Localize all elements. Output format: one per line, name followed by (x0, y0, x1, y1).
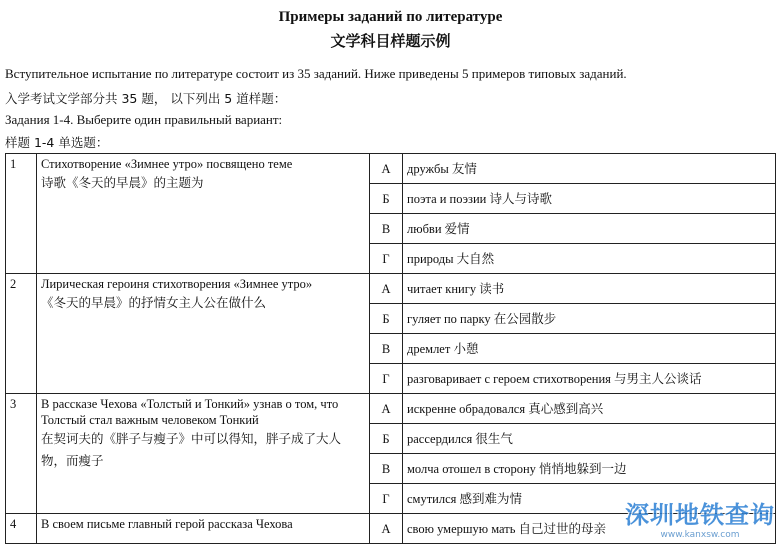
option-text: свою умершую мать 自己过世的母亲 (403, 514, 776, 544)
instruction-line-cn: 样题 1-4 单选题： (5, 135, 109, 150)
option-letter: А (370, 514, 403, 544)
question-text-cn: 在契诃夫的《胖子与瘦子》中可以得知，胖子成了大人物，而瘦子 (41, 431, 342, 468)
option-text: молча отошел в сторону 悄悄地躲到一边 (403, 454, 776, 484)
intro-line-cn: 入学考试文学部分共 35 题， 以下列出 5 道样题： (5, 91, 287, 106)
question-text-ru: В своем письме главный герой рассказа Чехова (41, 517, 293, 531)
instruction-line-ru: Задания 1-4. Выберите один правильный вариант: (5, 112, 283, 127)
option-text: искренне обрадовался 真心感到高兴 (403, 394, 776, 424)
option-text: рассердился 很生气 (403, 424, 776, 454)
question-text-cn: 《冬天的早晨》的抒情女主人公在做什么 (41, 295, 267, 310)
question-row (6, 274, 776, 304)
page-title-cn: 文学科目样题示例 (330, 32, 451, 50)
question-text (37, 154, 370, 274)
question-number: 1 (6, 154, 37, 274)
option-letter: В (370, 454, 403, 484)
option-text: дружбы 友情 (403, 154, 776, 184)
question-text (37, 514, 370, 544)
page-title-ru: Примеры заданий по литературе (278, 9, 503, 25)
option-letter: Г (370, 244, 403, 274)
option-text: любви 爱情 (403, 214, 776, 244)
question-row (6, 394, 776, 424)
watermark-logo (625, 495, 775, 540)
watermark-url: www.kanxsw.com (660, 530, 740, 540)
option-letter: Б (370, 304, 403, 334)
question-text-ru: Лирическая героиня стихотворения «Зимнее утро» (41, 277, 313, 291)
question-text-ru: В рассказе Чехова «Толстый и Тонкий» узнав о том, что Толстый стал важным человеком Тонкий (41, 397, 339, 427)
intro-line-ru: Вступительное испытание по литературе состоит из 35 заданий. Ниже приведены 5 примеров типовых заданий. (5, 66, 627, 81)
question-number: 2 (6, 274, 37, 394)
question-text-cn: 诗歌《冬天的早晨》的主题为 (41, 175, 204, 190)
question-number: 3 (6, 394, 37, 514)
option-text: разговаривает с героем стихотворения 与男主人公谈话 (403, 364, 776, 394)
option-text: поэта и поэзии 诗人与诗歌 (403, 184, 776, 214)
option-letter: В (370, 214, 403, 244)
option-text: природы 大自然 (403, 244, 776, 274)
option-letter: А (370, 274, 403, 304)
option-letter: А (370, 394, 403, 424)
option-text: гуляет по парку 在公园散步 (403, 304, 776, 334)
question-number: 4 (6, 514, 37, 544)
option-text: дремлет 小憩 (403, 334, 776, 364)
option-text: смутился 感到难为情 (403, 484, 776, 514)
option-text: читает книгу 读书 (403, 274, 776, 304)
watermark-text: 深圳地铁查询 (625, 501, 775, 529)
question-text (37, 274, 370, 394)
option-letter: Б (370, 424, 403, 454)
option-letter: Г (370, 364, 403, 394)
option-letter: Г (370, 484, 403, 514)
option-letter: Б (370, 184, 403, 214)
question-row (6, 154, 776, 184)
question-text-ru: Стихотворение «Зимнее утро» посвящено теме (41, 157, 293, 171)
option-letter: В (370, 334, 403, 364)
question-text (37, 394, 370, 514)
questions-table (5, 153, 776, 544)
option-letter: А (370, 154, 403, 184)
